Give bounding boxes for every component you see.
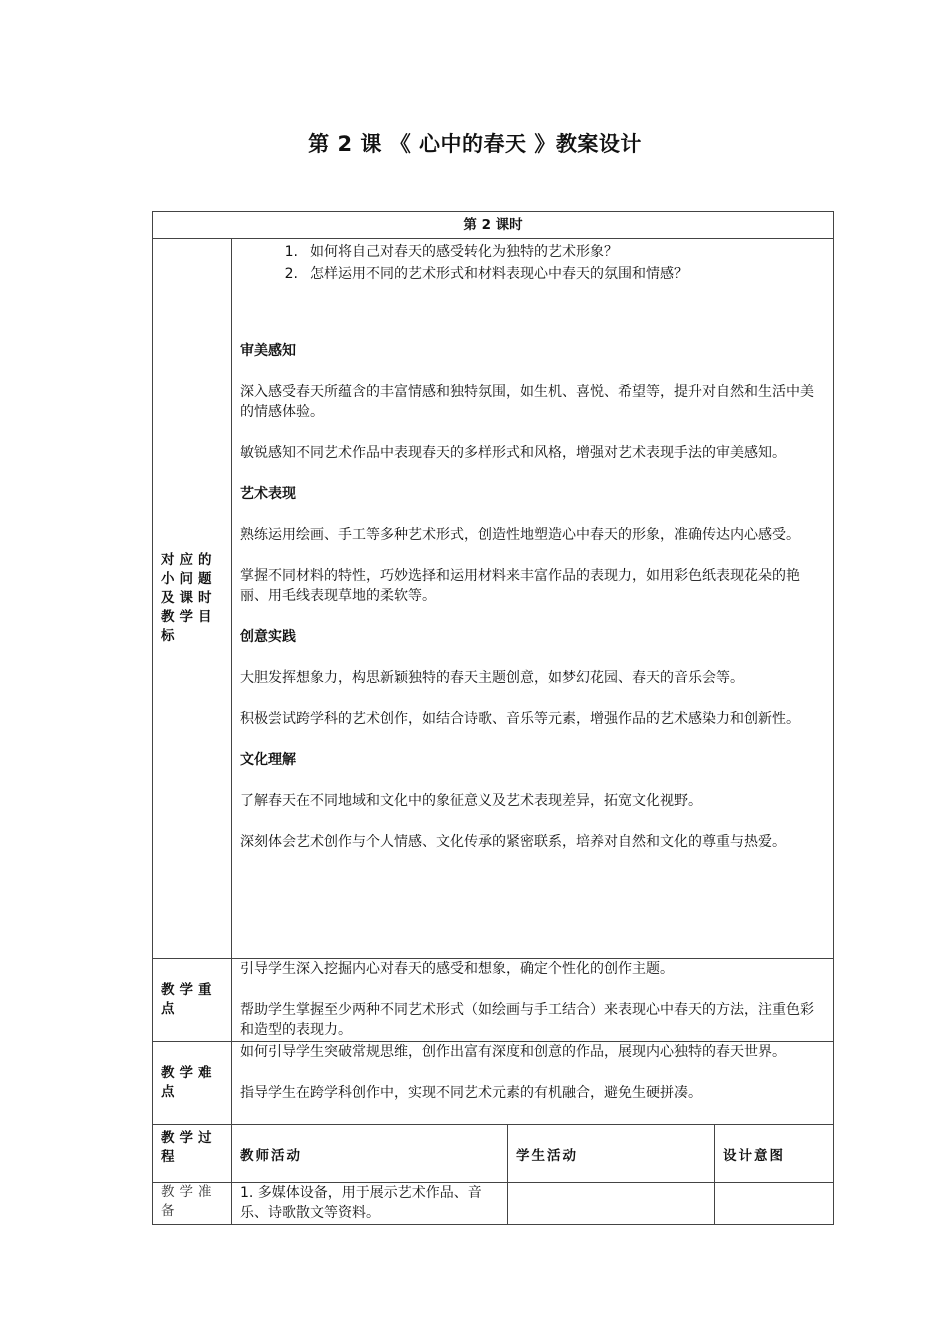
preparation-student [508,1183,715,1225]
objective-text: 深入感受春天所蕴含的丰富情感和独特氛围，如生机、喜悦、希望等，提升对自然和生活中美的情感体验。 [240,384,814,420]
objective-text: 掌握不同材料的特性，巧妙选择和运用材料来丰富作品的表现力，如用彩色纸表现花朵的艳丽、用毛线表现草地的柔软等。 [240,568,800,604]
process-header-row [153,1125,834,1183]
objectives-label: 对应的小问题及课时教学目标 [153,239,232,959]
objective-text: 深刻体会艺术创作与个人情感、文化传承的紧密联系，培养对自然和文化的尊重与热爱。 [240,834,786,850]
session-header: 第 2 课时 [153,212,834,239]
key-point-text: 帮助学生掌握至少两种不同艺术形式（如绘画与手工结合）来表现心中春天的方法，注重色彩和造型的表现力。 [240,1002,814,1038]
section-heading-culture: 文化理解 [240,752,296,768]
objective-text: 熟练运用绘画、手工等多种艺术形式，创造性地塑造心中春天的形象，准确传达内心感受。 [240,527,800,543]
design-intent-header: 设计意图 [715,1125,834,1183]
difficulty-text: 如何引导学生突破常规思维，创作出富有深度和创意的作品，展现内心独特的春天世界。 [240,1044,786,1060]
question-number: 2. [284,266,298,282]
question-number: 1. [284,244,298,260]
difficulties-label: 教学难点 [153,1042,232,1125]
objectives-content [232,239,834,959]
list-item [240,263,825,285]
objectives-row [153,239,834,959]
preparation-row [153,1183,834,1225]
session-header-row [153,212,834,239]
difficulty-text: 指导学生在跨学科创作中，实现不同艺术元素的有机融合，避免生硬拼凑。 [240,1085,702,1101]
document-title: 第 2 课 《 心中的春天 》教案设计 [308,132,642,156]
question-text: 如何将自己对春天的感受转化为独特的艺术形象？ [310,244,618,260]
question-text: 怎样运用不同的艺术形式和材料表现心中春天的氛围和情感？ [310,266,688,282]
teacher-activity-header: 教师活动 [232,1125,508,1183]
objective-text: 了解春天在不同地域和文化中的象征意义及艺术表现差异，拓宽文化视野。 [240,793,702,809]
lesson-plan-table [152,211,834,1225]
key-points-row [153,959,834,1042]
preparation-teacher: 1. 多媒体设备，用于展示艺术作品、音乐、诗歌散文等资料。 [232,1183,508,1225]
key-points-content [232,959,834,1042]
preparation-intent [715,1183,834,1225]
question-list [240,239,825,285]
key-point-text: 引导学生深入挖掘内心对春天的感受和想象，确定个性化的创作主题。 [240,961,674,977]
objective-text: 积极尝试跨学科的艺术创作，如结合诗歌、音乐等元素，增强作品的艺术感染力和创新性。 [240,711,800,727]
list-item [240,241,825,263]
student-activity-header: 学生活动 [508,1125,715,1183]
preparation-label: 教学准备 [153,1183,232,1225]
objective-text: 敏锐感知不同艺术作品中表现春天的多样形式和风格，增强对艺术表现手法的审美感知。 [240,445,786,461]
key-points-label: 教学重点 [153,959,232,1042]
process-label: 教学过程 [153,1125,232,1183]
section-heading-aesthetic: 审美感知 [240,343,296,359]
section-heading-creative: 创意实践 [240,629,296,645]
difficulties-row [153,1042,834,1125]
difficulties-content [232,1042,834,1125]
objective-text: 大胆发挥想象力，构思新颖独特的春天主题创意，如梦幻花园、春天的音乐会等。 [240,670,744,686]
section-heading-expression: 艺术表现 [240,486,296,502]
